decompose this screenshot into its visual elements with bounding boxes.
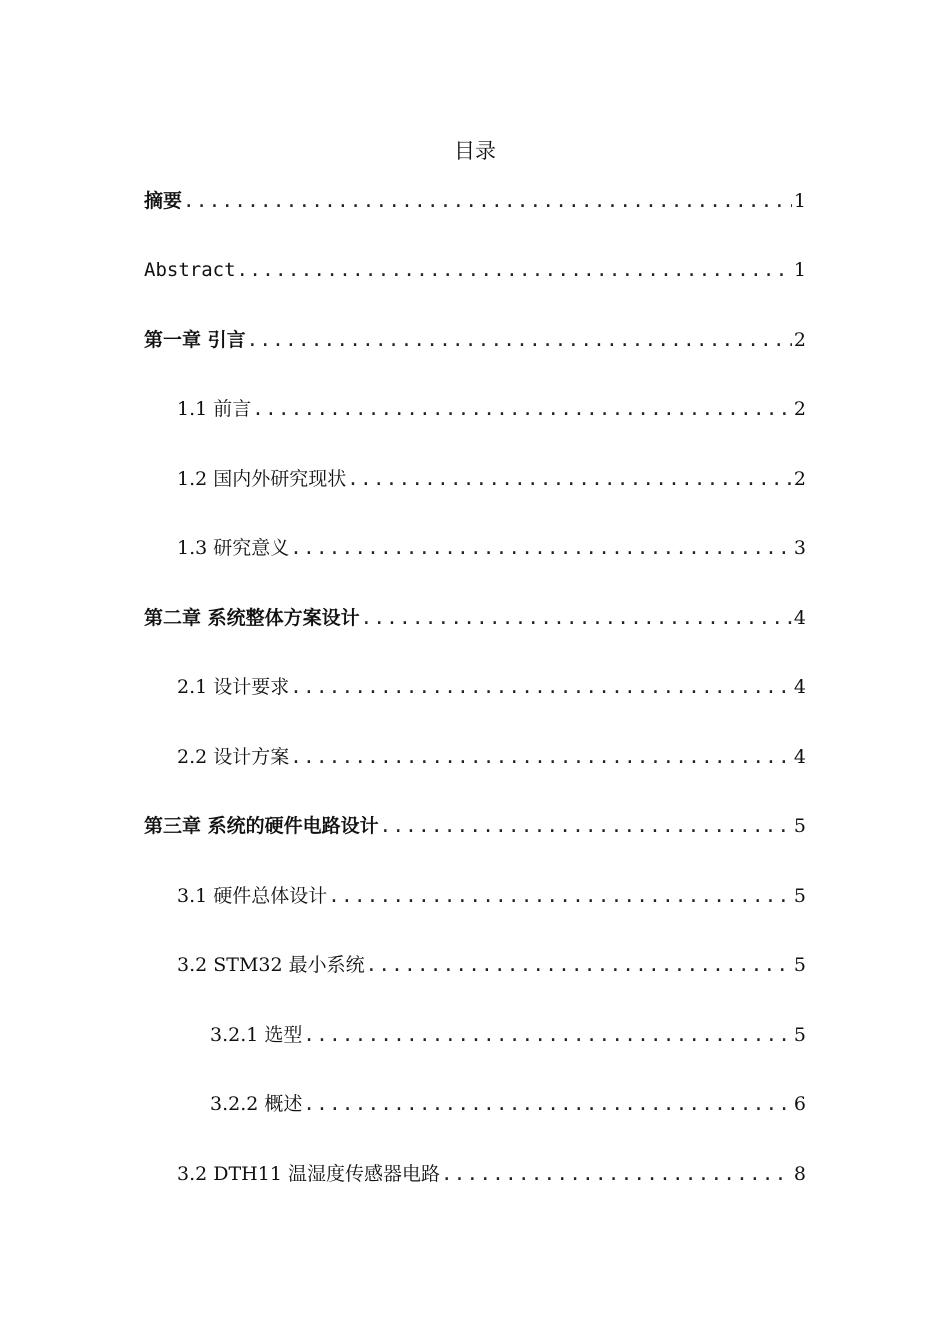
toc-entry-3-2-1[interactable] xyxy=(210,1020,806,1050)
toc-entry-page: 1 xyxy=(793,190,806,212)
toc-entry-page: 2 xyxy=(793,468,806,490)
toc-entry-page: 2 xyxy=(793,329,806,351)
toc-entry-page: 1 xyxy=(793,259,806,281)
toc-dot-leader xyxy=(183,186,792,216)
toc-dot-leader xyxy=(380,811,792,841)
toc-entry-abstract-en[interactable] xyxy=(144,255,806,285)
toc-entry-page: 5 xyxy=(793,815,806,837)
toc-title: 目录 xyxy=(454,139,496,163)
toc-entry-label: 第三章 系统的硬件电路设计 xyxy=(144,815,379,837)
toc-entry-label: 3.1 硬件总体设计 xyxy=(177,885,328,907)
toc-entry-page: 5 xyxy=(793,885,806,907)
toc-entry-page: 5 xyxy=(793,1024,806,1046)
toc-entry-page: 4 xyxy=(793,746,806,768)
toc-entry-label: 第二章 系统整体方案设计 xyxy=(144,607,360,629)
toc-entry-chapter-1[interactable] xyxy=(144,325,806,355)
toc-dot-leader xyxy=(290,742,792,772)
toc-dot-leader xyxy=(303,1020,792,1050)
toc-entry-label: 3.2 DTH11 温湿度传感器电路 xyxy=(177,1163,440,1185)
toc-entry-3-2-dth11[interactable] xyxy=(177,1159,806,1189)
toc-entry-page: 4 xyxy=(793,676,806,698)
toc-dot-leader xyxy=(237,255,792,285)
toc-entry-1-2[interactable] xyxy=(177,464,806,494)
toc-entry-label: 1.1 前言 xyxy=(177,398,252,420)
toc-dot-leader xyxy=(290,672,792,702)
toc-entry-chapter-2[interactable] xyxy=(144,603,806,633)
toc-entry-label: 摘要 xyxy=(144,190,183,212)
toc-entry-label: 第一章 引言 xyxy=(144,329,246,351)
toc-dot-leader xyxy=(328,881,792,911)
toc-entry-page: 5 xyxy=(793,954,806,976)
toc-dot-leader xyxy=(290,533,792,563)
toc-entry-3-1[interactable] xyxy=(177,881,806,911)
toc-entry-page: 3 xyxy=(793,537,806,559)
toc-dot-leader xyxy=(366,950,792,980)
toc-entry-label: 2.1 设计要求 xyxy=(177,676,290,698)
toc-entry-page: 4 xyxy=(793,607,806,629)
toc-entry-1-3[interactable] xyxy=(177,533,806,563)
toc-entry-label: 1.3 研究意义 xyxy=(177,537,290,559)
toc-entry-3-2-2[interactable] xyxy=(210,1089,806,1119)
toc-entry-page: 8 xyxy=(793,1163,806,1185)
toc-entry-label: Abstract xyxy=(144,259,236,281)
toc-dot-leader xyxy=(247,325,792,355)
toc-dot-leader xyxy=(347,464,792,494)
toc-entry-2-2[interactable] xyxy=(177,742,806,772)
toc-dot-leader xyxy=(441,1159,792,1189)
toc-entry-label: 1.2 国内外研究现状 xyxy=(177,468,347,490)
toc-dot-leader xyxy=(252,394,792,424)
toc-entry-3-2[interactable] xyxy=(177,950,806,980)
toc-entry-label: 3.2.1 选型 xyxy=(210,1024,303,1046)
toc-entry-1-1[interactable] xyxy=(177,394,806,424)
toc-entry-label: 3.2.2 概述 xyxy=(210,1093,303,1115)
toc-dot-leader xyxy=(303,1089,792,1119)
toc-entry-abstract-cn[interactable] xyxy=(144,186,806,216)
toc-entry-label: 2.2 设计方案 xyxy=(177,746,290,768)
toc-entry-page: 6 xyxy=(793,1093,806,1115)
toc-entry-2-1[interactable] xyxy=(177,672,806,702)
toc-entry-label: 3.2 STM32 最小系统 xyxy=(177,954,365,976)
toc-dot-leader xyxy=(361,603,792,633)
toc-entry-page: 2 xyxy=(793,398,806,420)
toc-entry-chapter-3[interactable] xyxy=(144,811,806,841)
